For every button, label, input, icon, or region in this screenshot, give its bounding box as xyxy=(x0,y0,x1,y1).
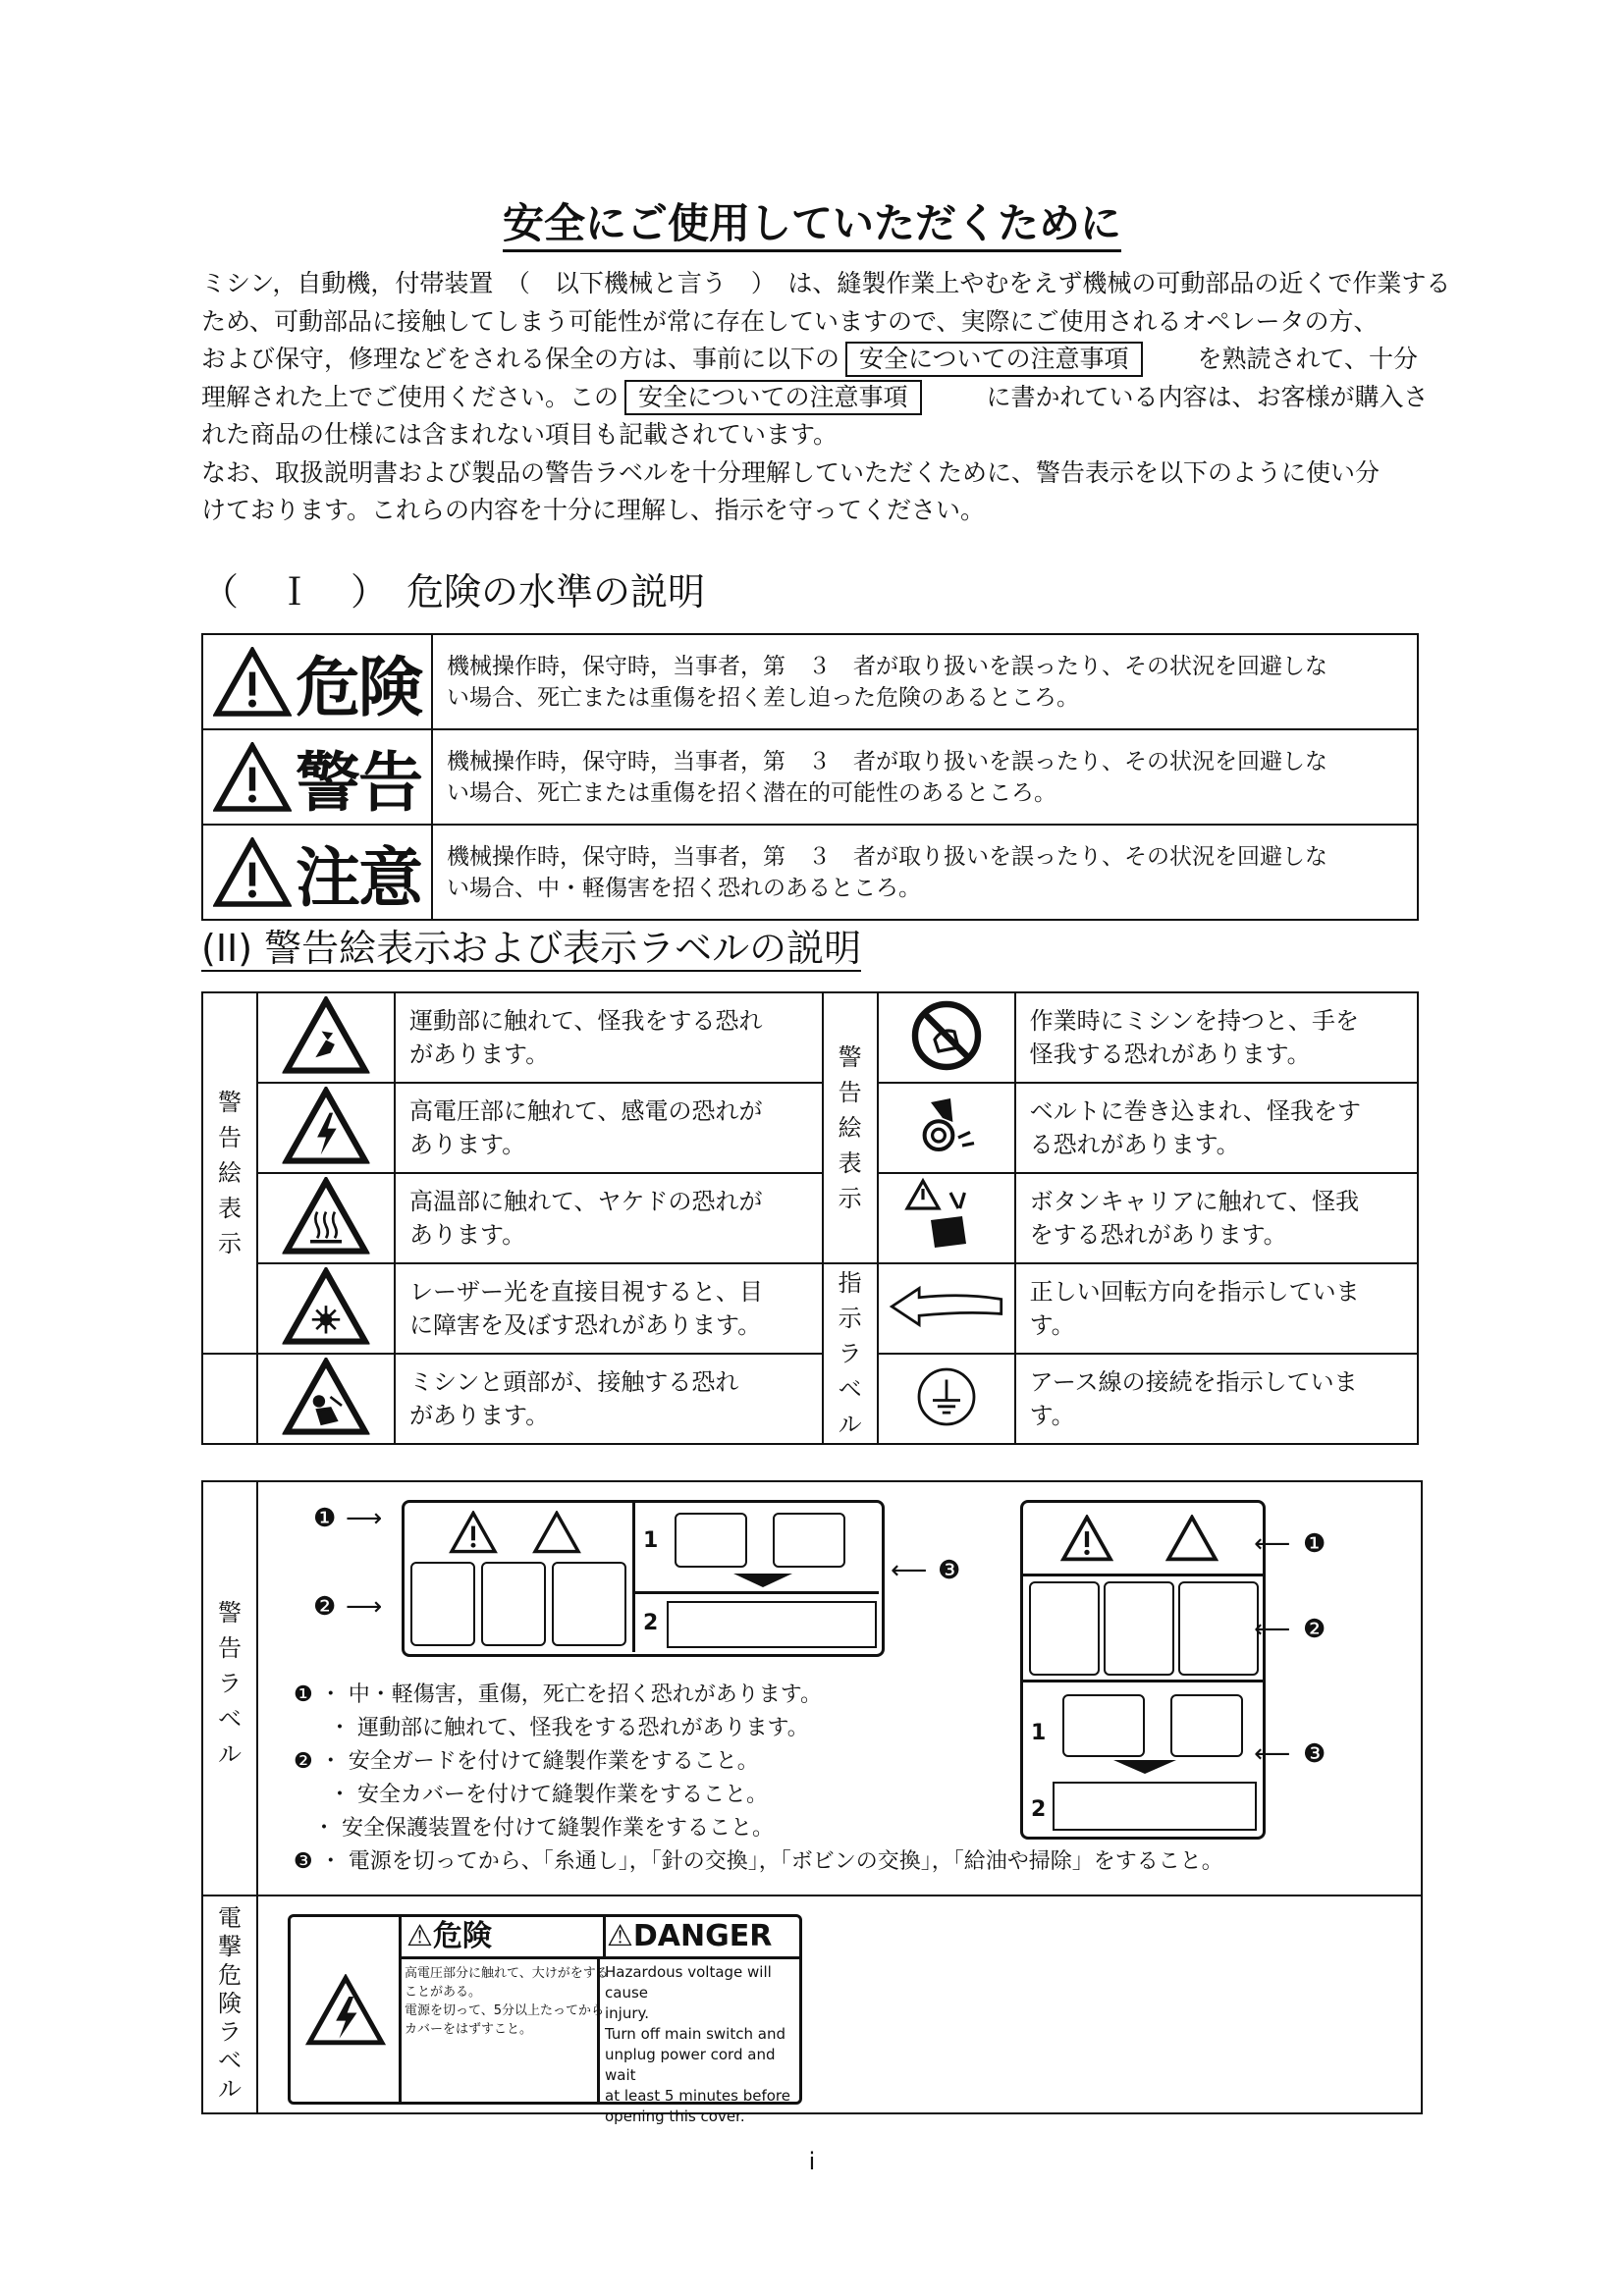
intro-text xyxy=(201,265,1507,530)
divider xyxy=(597,1956,600,2102)
high-voltage-icon xyxy=(305,1974,386,2047)
rotation-arrow-icon xyxy=(878,1263,1015,1354)
label-pictogram-area xyxy=(405,1503,635,1652)
page-title: 安全にご使用していただくために xyxy=(0,191,1624,250)
pictogram-heading-left-blank xyxy=(202,1354,257,1444)
warning-triangle-icon xyxy=(213,742,292,813)
warning-label-vertical: 1 2 xyxy=(1020,1500,1266,1840)
intro-line: なお、取扱説明書および製品の警告ラベルを十分理解していただくために、警告表示を以下のように使い分 xyxy=(201,457,1380,487)
switch-off-icon xyxy=(675,1513,747,1568)
pictogram-text: ミシンと頭部が、接触する恐れ があります。 xyxy=(395,1354,823,1444)
electric-shock-label xyxy=(288,1914,802,2125)
table-row xyxy=(202,729,1418,825)
danger-symbol: 危険 xyxy=(202,634,432,729)
moving-parts-icon xyxy=(532,1511,581,1554)
marker-3: ❸ xyxy=(938,1556,961,1585)
head-contact-icon xyxy=(257,1354,395,1444)
pictogram-text: ベルトに巻き込まれ、怪我をす る恐れがあります。 xyxy=(1015,1083,1418,1173)
marker-2: ❷ xyxy=(313,1592,337,1622)
divider xyxy=(203,1895,1421,1896)
marker-3: ❸ xyxy=(1303,1739,1326,1769)
table-row xyxy=(202,1354,1418,1444)
pictogram-heading-right: 警 告 絵 表 示 xyxy=(823,992,878,1263)
table-row xyxy=(202,634,1418,729)
guard-icon xyxy=(1029,1581,1100,1676)
intro-line: ため、可動部品に接触してしまう可能性が常に存在していますので、実際にご使用されるオペレータの方、 xyxy=(201,306,1379,336)
intro-line: および保守，修理などをされる保全の方は、事前に以下の 安全についての注意事項 を熟読されて、十分 xyxy=(201,341,1507,379)
intro-line: 理解された上でご使用ください。この 安全についての注意事項 に書かれている内容は、お客様が購入さ xyxy=(201,379,1507,417)
label-pictogram-area xyxy=(291,1917,402,2102)
arrow-left-icon: ⟵ xyxy=(1254,1529,1291,1559)
marker-1: ❶ xyxy=(313,1504,337,1533)
intro-line: れた商品の仕様には含まれない項目も記載されています。 xyxy=(201,420,839,449)
maintenance-icons xyxy=(667,1601,877,1648)
warning-label-heading: 警 告 ラ ベ ル xyxy=(203,1482,258,1895)
guard-icon xyxy=(410,1562,475,1646)
pictogram-text: 作業時にミシンを持つと、手を 怪我する恐れがあります。 xyxy=(1015,992,1418,1083)
pictogram-text: 高電圧部に触れて、感電の恐れが あります。 xyxy=(395,1083,823,1173)
laser-icon xyxy=(257,1263,395,1354)
moving-parts-icon xyxy=(257,992,395,1083)
labels-panel xyxy=(201,1480,1423,2125)
protector-icon xyxy=(1178,1581,1259,1676)
table-row xyxy=(202,1263,1418,1354)
section-heading-danger-levels: （ Ｉ ） 危険の水準の説明 xyxy=(201,570,706,614)
protector-icon xyxy=(552,1562,626,1646)
cover-icon xyxy=(1104,1581,1174,1676)
belt-icon xyxy=(878,1083,1015,1173)
intro-line: けております。これらの内容を十分に理解し、指示を守ってください。 xyxy=(201,496,986,524)
instruction-label-heading: 指 示 ラ ベ ル xyxy=(823,1263,878,1444)
arrow-right-icon: ⟶ xyxy=(346,1592,383,1622)
cover-icon xyxy=(481,1562,546,1646)
pictogram-table xyxy=(201,991,1419,1445)
intro-line: ミシン，自動機，付帯装置 （ 以下機械と言う ） は、縫製作業上やむをえず機械の可動部品の近くで作業する xyxy=(201,269,1451,297)
unplug-icon xyxy=(773,1513,845,1568)
moving-parts-icon xyxy=(1165,1515,1218,1562)
level-description: 機械操作時，保守時，当事者，第 ３ 者が取り扱いを誤ったり、その状況を回避しな い場合、中・軽傷害を招く恐れのあるところ。 xyxy=(432,825,1418,920)
warning-triangle-icon xyxy=(213,837,292,908)
marker-1: ❶ xyxy=(1303,1529,1326,1559)
danger-text-en: Hazardous voltage will cause injury. Turn off main switch and unplug power cord and wait at least 5 minutes before opening this cover. xyxy=(605,1963,790,2125)
pictogram-text: 運動部に触れて、怪我をする恐れ があります。 xyxy=(395,992,823,1083)
pictogram-text: 正しい回転方向を指示していま す。 xyxy=(1015,1263,1418,1354)
section-heading-pictograms: (II) 警告絵表示および表示ラベルの説明 xyxy=(201,927,862,970)
no-carry-icon xyxy=(878,992,1015,1083)
shock-label-heading: 電 撃 危 険 ラ ベ ル xyxy=(203,1895,258,2112)
label-notes: ❶ ・ 中・軽傷害，重傷，死亡を招く恐れがあります。 ・ 運動部に触れて、怪我をする恐れがあります。 ❷ ・ 安全ガードを付けて縫製作業をすること。 ・ 安全カバーを付けて縫製作業をすること。 ・ 安全保護装置を付けて縫製作業をすること。 ❸ ・ 電源を切ってから、「糸通し」，「針の交換」，「ボビンの交換」，「給油や掃除」をすること。 xyxy=(294,1682,1223,1874)
label-step-1: 1 xyxy=(635,1503,879,1594)
hot-surface-icon xyxy=(257,1173,395,1263)
arrow-right-icon: ⟶ xyxy=(346,1504,383,1533)
warning-triangle-icon xyxy=(213,647,292,718)
page-number: i xyxy=(808,2148,816,2175)
ground-icon xyxy=(878,1354,1015,1444)
danger-title-jp: ⚠危険 xyxy=(401,1917,606,1959)
label-header xyxy=(1023,1503,1263,1576)
table-row xyxy=(202,825,1418,920)
table-row xyxy=(202,1083,1418,1173)
button-carrier-icon xyxy=(878,1173,1015,1263)
pictogram-text: レーザー光を直接目視すると、目 に障害を及ぼす恐れがあります。 xyxy=(395,1263,823,1354)
arrow-left-icon: ⟵ xyxy=(891,1556,928,1585)
warning-triangle-icon xyxy=(449,1511,498,1554)
table-row xyxy=(202,1173,1418,1263)
arrow-left-icon: ⟵ xyxy=(1254,1739,1291,1769)
pictogram-text: アース線の接続を指示していま す。 xyxy=(1015,1354,1418,1444)
warning-symbol: 警告 xyxy=(202,729,432,825)
label-step-2: 2 xyxy=(635,1593,879,1652)
pictogram-heading-left: 警 告 絵 表 示 xyxy=(202,992,257,1354)
safety-notes-box: 安全についての注意事項 xyxy=(845,342,1143,377)
safety-notes-box: 安全についての注意事項 xyxy=(624,380,922,415)
arrow-left-icon: ⟵ xyxy=(1254,1615,1291,1644)
pictogram-text: 高温部に触れて、ヤケドの恐れが あります。 xyxy=(395,1173,823,1263)
arrow-down-icon xyxy=(733,1574,792,1587)
danger-text-jp: 高電圧部分に触れて、大けがをする ことがある。 電源を切って、5分以上たってから カバーをはずすこと。 xyxy=(405,1966,609,2037)
warning-triangle-icon xyxy=(1060,1515,1113,1562)
high-voltage-icon xyxy=(257,1083,395,1173)
danger-level-table xyxy=(201,633,1419,921)
warning-label-horizontal xyxy=(402,1500,885,1657)
pictogram-text: ボタンキャリアに触れて、怪我 をする恐れがあります。 xyxy=(1015,1173,1418,1263)
caution-symbol: 注意 xyxy=(202,825,432,920)
table-row xyxy=(202,992,1418,1083)
danger-title-en: ⚠DANGER xyxy=(603,1917,801,1959)
marker-2: ❷ xyxy=(1303,1615,1326,1644)
level-description: 機械操作時，保守時，当事者，第 ３ 者が取り扱いを誤ったり、その状況を回避しな い場合、死亡または重傷を招く差し迫った危険のあるところ。 xyxy=(432,634,1418,729)
level-description: 機械操作時，保守時，当事者，第 ３ 者が取り扱いを誤ったり、その状況を回避しな い場合、死亡または重傷を招く潜在的可能性のあるところ。 xyxy=(432,729,1418,825)
